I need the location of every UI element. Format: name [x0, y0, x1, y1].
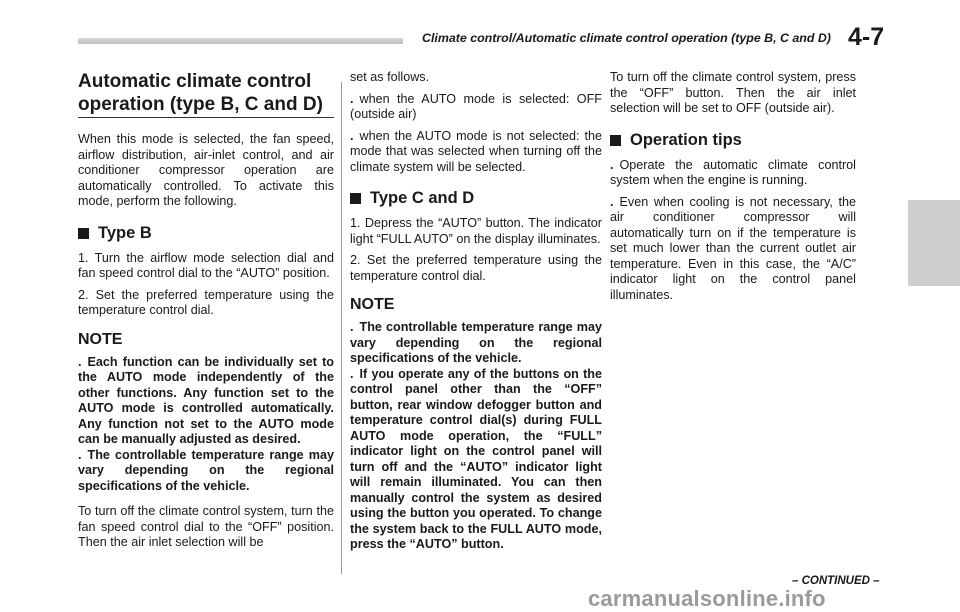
column-3 [610, 70, 856, 303]
bullet-text: when the AUTO mode is selected: OFF (outside air) [350, 91, 602, 121]
continued-text: set as follows. [350, 70, 430, 84]
step-1: 1. Turn the airflow mode selection dial and fan speed control dial to the “AUTO” position. [78, 250, 334, 280]
turn-off-paragraph: To turn off the climate control system, turn the fan speed control dial to the “OFF” position. Then the air inlet selection will be [78, 504, 334, 549]
note-text: The controllable temperature range may vary depending on the regional specifications of the vehicle. [78, 447, 334, 493]
header-rule [78, 38, 403, 44]
note-item-2 [78, 448, 334, 495]
bullet-dot: . [610, 194, 614, 209]
column-divider [341, 82, 342, 574]
tip-item-1 [610, 158, 856, 189]
running-header-title: Climate control/Automatic climate control operation (type B, C and D) [422, 31, 831, 45]
bullet-dot: . [78, 447, 82, 462]
bullet-item-1 [350, 92, 602, 123]
section-thumb-tab [908, 200, 960, 286]
note-heading: NOTE [78, 330, 123, 348]
bullet-dot: . [350, 366, 354, 381]
subheading-operation-tips [610, 131, 856, 150]
bullet-dot: . [350, 320, 354, 334]
column-1 [78, 70, 334, 551]
note-item-1 [350, 320, 602, 367]
note-item-2 [350, 367, 602, 553]
watermark: carmanualsonline.info [588, 586, 826, 611]
square-bullet-icon [350, 193, 361, 204]
continued-marker: – CONTINUED – [792, 575, 880, 587]
subheading-type-c-d [350, 189, 602, 208]
subheading-label: Type B [98, 223, 152, 242]
subheading-label: Type C and D [370, 189, 475, 207]
bullet-dot: . [350, 91, 354, 106]
subheading-type-b [78, 224, 334, 243]
tip-text: Operate the automatic climate control system when the engine is running. [610, 157, 856, 187]
note-heading: NOTE [350, 296, 395, 313]
bullet-item-2 [350, 129, 602, 176]
bullet-text: when the AUTO mode is not selected: the mode that was selected when turning off the climate system will be selected. [350, 128, 602, 174]
column-2 [350, 70, 602, 553]
step-1: 1. Depress the “AUTO” button. The indicator light “FULL AUTO” on the display illuminates. [350, 216, 602, 246]
tip-item-2 [610, 195, 856, 304]
bullet-dot: . [350, 128, 354, 143]
intro-paragraph: When this mode is selected, the fan speed, airflow distribution, air-inlet control, and air conditioner compressor operation are automatically controlled. To activate this mode, perform the following. [78, 132, 334, 208]
note-text: Each function can be individually set to the AUTO mode independently of the other functions. Any function set to the AUTO mode is controlled automatically. Any function not set to the AUTO mode can be manually adjusted as desired. [78, 354, 334, 446]
section-title: Automatic climate control operation (type B, C and D) [78, 70, 334, 118]
bullet-dot: . [78, 354, 82, 369]
step-2: 2. Set the preferred temperature using the temperature control dial. [78, 287, 334, 317]
square-bullet-icon [78, 228, 89, 239]
bullet-dot: . [610, 157, 614, 172]
note-text: The controllable temperature range may vary depending on the regional specifications of the vehicle. [350, 320, 602, 365]
note-item-1 [78, 355, 334, 448]
turn-off-paragraph: To turn off the climate control system, press the “OFF” button. Then the air inlet selection will be set to OFF (outside air). [610, 70, 856, 115]
note-text: If you operate any of the buttons on the control panel other than the “OFF” button, rear window defogger button and temperature control dial(s) during FULL AUTO mode operation, the “FULL” indicator light on the control panel will turn off and the “AUTO” indicator light will remain illuminated. You can then manually control the system as desired using the button you operated. To change the system back to the FULL AUTO mode, press the “AUTO” button. [350, 366, 602, 551]
page-number: 4-7 [848, 23, 885, 51]
square-bullet-icon [610, 135, 621, 146]
tip-text: Even when cooling is not necessary, the air conditioner compressor will automatically turn on if the temperature is set much lower than the current outlet air temperature. Even in this case, the “A/C” indicator light on the control panel illuminates. [610, 194, 856, 302]
step-2: 2. Set the preferred temperature using the temperature control dial. [350, 253, 602, 283]
subheading-label: Operation tips [630, 130, 742, 149]
